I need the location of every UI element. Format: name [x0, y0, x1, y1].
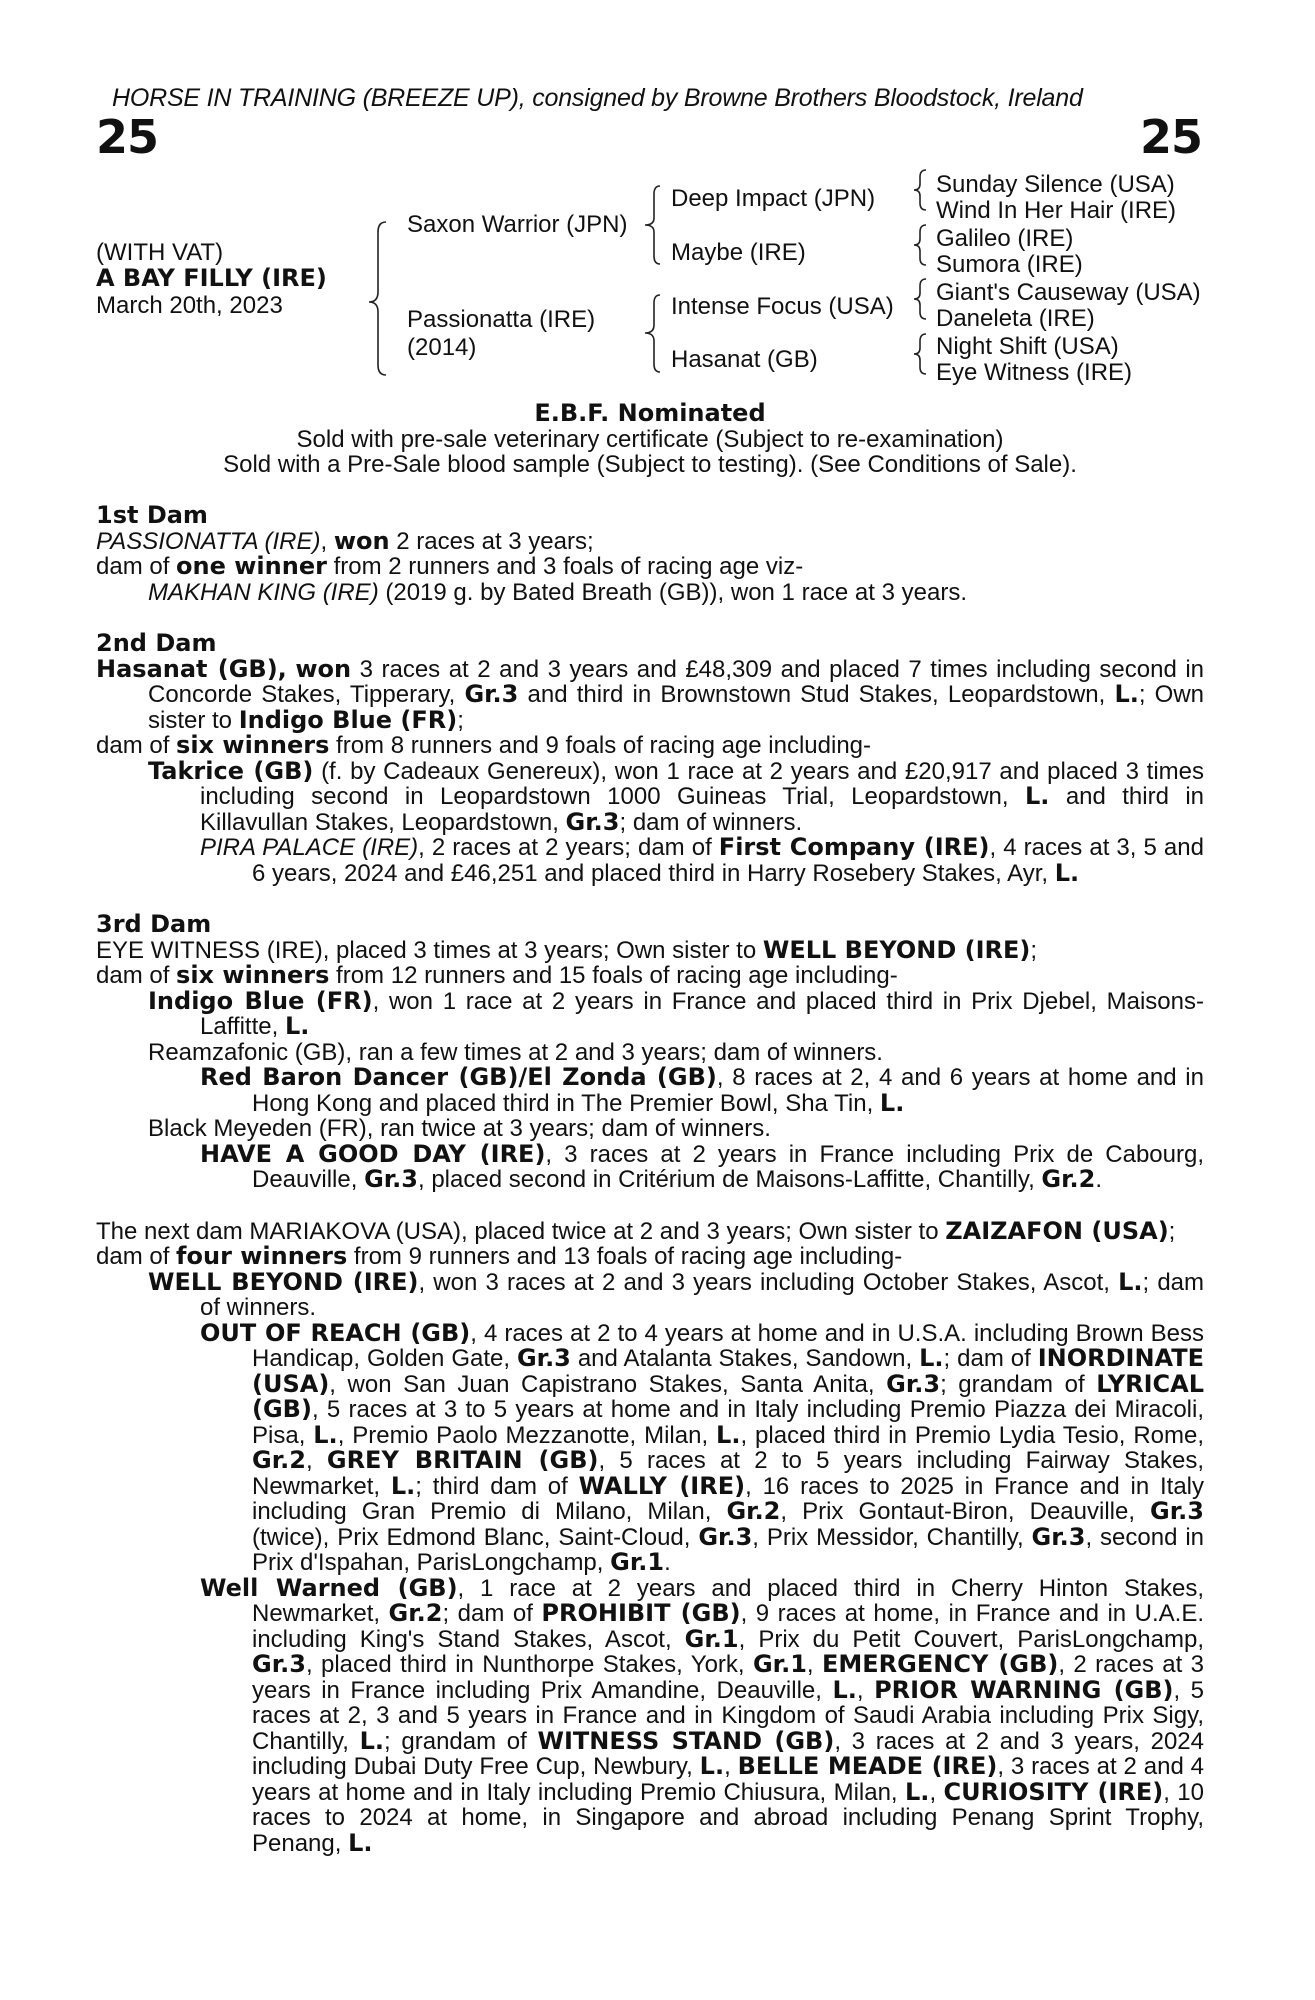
pedigree-dam-year: (2014)	[407, 334, 477, 361]
first-dam-record: PASSIONATTA (IRE), won 2 races at 3 years;	[96, 526, 594, 555]
third-dam-heading: 3rd Dam	[96, 910, 212, 938]
third-dam-progeny-indigo-blue: Indigo Blue (FR), won 1 race at 2 years in France and placed third in Prix Djebel, Maisons-Laffitte, L.	[148, 986, 1204, 1040]
ebf-nominated: E.B.F. Nominated	[534, 399, 766, 427]
third-dam-record: EYE WITNESS (IRE), placed 3 times at 3 years; Own sister to WELL BEYOND (IRE);	[96, 935, 1038, 964]
first-dam-heading: 1st Dam	[96, 501, 208, 529]
next-dam-grandprogeny-well-warned: Well Warned (GB), 1 race at 2 years and placed third in Cherry Hinton Stakes, Newmarket, Gr.2; dam of PROHIBIT (GB), 9 races at home, in France and in U.A.E. including King's Stand Stakes, Ascot, Gr.1, Prix du Petit Couvert, ParisLongchamp, Gr.3, placed third in Nunthorpe Stakes, York, Gr.1, EMERGENCY (GB), 2 races at 3 years in France including Prix Amandine, Deauville, L., PRIOR WARNING (GB), 5 races at 2, 3 and 5 years in France and in Kingdom of Saudi Arabia including Prix Sigy, Chantilly, L.; grandam of WITNESS STAND (GB), 3 races at 2 and 3 years, 2024 including Dubai Duty Free Cup, Newbury, L., BELLE MEADE (IRE), 3 races at 2 and 4 years at home and in Italy including Premio Chiusura, Milan, L., CURIOSITY (IRE), 10 races to 2024 at home, in Singapore and abroad including Penang Sprint Trophy, Penang, L.	[200, 1573, 1205, 1857]
pedigree-dds: Night Shift (USA)	[936, 333, 1119, 360]
next-dam-produce: dam of four winners from 9 runners and 13 foals of racing age including-	[96, 1242, 903, 1270]
pedigree-sire-dam: Maybe (IRE)	[671, 239, 806, 266]
pedigree-sds: Galileo (IRE)	[936, 225, 1074, 252]
pedigree-ssd: Wind In Her Hair (IRE)	[936, 197, 1177, 224]
pedigree-dam-dam: Hasanat (GB)	[671, 346, 818, 373]
pedigree-dsd: Daneleta (IRE)	[936, 305, 1095, 332]
lot-header-title: HORSE IN TRAINING (BREEZE UP), consigned by Browne Brothers Bloodstock, Ireland	[112, 84, 1083, 112]
pedigree-sire-sire: Deep Impact (JPN)	[671, 185, 876, 212]
sale-notes	[96, 401, 1204, 478]
second-dam-heading: 2nd Dam	[96, 629, 217, 657]
third-dam-progeny-black-meyeden: Black Meyeden (FR), ran twice at 3 years; dam of winners.	[148, 1115, 771, 1142]
second-dam-produce: dam of six winners from 8 runners and 9 foals of racing age including-	[96, 731, 872, 759]
lot-number-right: 25	[1139, 110, 1202, 164]
pedigree-ddd: Eye Witness (IRE)	[936, 359, 1133, 386]
next-dam-progeny-well-beyond: WELL BEYOND (IRE), won 3 races at 2 and 3 years including October Stakes, Ascot, L.; dam of winners.	[148, 1267, 1205, 1321]
vet-certificate-note: Sold with pre-sale veterinary certificate (Subject to re-examination)	[296, 425, 1004, 453]
pedigree-dam: Passionatta (IRE)	[407, 306, 596, 333]
first-dam-produce: dam of one winner from 2 runners and 3 foals of racing age viz-	[96, 552, 804, 580]
first-dam-foal: MAKHAN KING (IRE) (2019 g. by Bated Breath (GB)), won 1 race at 3 years.	[148, 578, 967, 606]
third-dam-progeny-reamzafonic: Reamzafonic (GB), ran a few times at 2 and 3 years; dam of winners.	[148, 1038, 883, 1066]
third-dam-grandprogeny-red-baron: Red Baron Dancer (GB)/El Zonda (GB), 8 races at 2, 4 and 6 years at home and in Hong Kong and placed third in The Premier Bowl, Sha Tin, L.	[200, 1063, 1204, 1117]
lot-number-left: 25	[96, 110, 159, 164]
next-dam-grandprogeny-out-of-reach: OUT OF REACH (GB), 4 races at 2 to 4 years at home and in U.S.A. including Brown Bess Handicap, Golden Gate, Gr.3 and Atalanta Stakes, Sandown, L.; dam of INORDINATE (USA), won San Juan Capistrano Stakes, Santa Anita, Gr.3; grandam of LYRICAL (GB), 5 races at 3 to 5 years at home and in Italy including Premio Piazza dei Miracoli, Pisa, L., Premio Paolo Mezzanotte, Milan, L., placed third in Premio Lydia Tesio, Rome, Gr.2, GREY BRITAIN (GB), 5 races at 2 to 5 years including Fairway Stakes, Newmarket, L.; third dam of WALLY (IRE), 16 races to 2025 in France and in Italy including Gran Premio di Milano, Milan, Gr.2, Prix Gontaut-Biron, Deauville, Gr.3 (twice), Prix Edmond Blanc, Saint-Cloud, Gr.3, Prix Messidor, Chantilly, Gr.3, second in Prix d'Ispahan, ParisLongchamp, Gr.1.	[200, 1318, 1205, 1576]
family-text	[96, 503, 1204, 1856]
second-dam-progeny-pira-palace: PIRA PALACE (IRE), 2 races at 2 years; dam of First Company (IRE), 4 races at 3, 5 and 6 years, 2024 and £46,251 and placed third in Harry Rosebery Stakes, Ayr, L.	[200, 833, 1204, 887]
third-dam-grandprogeny-have-a-good-day: HAVE A GOOD DAY (IRE), 3 races at 2 years in France including Prix de Cabourg, Deauville, Gr.3, placed second in Critérium de Maisons-Laffitte, Chantilly, Gr.2.	[200, 1139, 1204, 1193]
second-dam-progeny-takrice: Takrice (GB) (f. by Cadeaux Genereux), won 1 race at 2 years and £20,917 and placed 3 times including second in Leopardstown 1000 Guineas Trial, Leopardstown, L. and third in Killavullan Stakes, Leopardstown, Gr.3; dam of winners.	[148, 756, 1205, 836]
pedigree-sire: Saxon Warrior (JPN)	[407, 211, 628, 238]
horse-dob: March 20th, 2023	[96, 292, 283, 319]
pedigree-dam-sire: Intense Focus (USA)	[671, 293, 894, 320]
third-dam-produce: dam of six winners from 12 runners and 15 foals of racing age including-	[96, 961, 898, 989]
pedigree-dss: Giant's Causeway (USA)	[936, 279, 1201, 306]
blood-sample-note: Sold with a Pre-Sale blood sample (Subject to testing). (See Conditions of Sale).	[223, 451, 1077, 478]
horse-name: A BAY FILLY (IRE)	[96, 264, 327, 292]
vat-note: (WITH VAT)	[96, 239, 224, 266]
pedigree-sss: Sunday Silence (USA)	[936, 171, 1175, 198]
next-dam-record: The next dam MARIAKOVA (USA), placed twice at 2 and 3 years; Own sister to ZAIZAFON (USA);	[96, 1216, 1176, 1245]
second-dam-record: Hasanat (GB), won 3 races at 2 and 3 years and £48,309 and placed 7 times including second in Concorde Stakes, Tipperary, Gr.3 and third in Brownstown Stud Stakes, Leopardstown, L.; Own sister to Indigo Blue (FR);	[96, 654, 1205, 734]
pedigree-sdd: Sumora (IRE)	[936, 251, 1083, 278]
